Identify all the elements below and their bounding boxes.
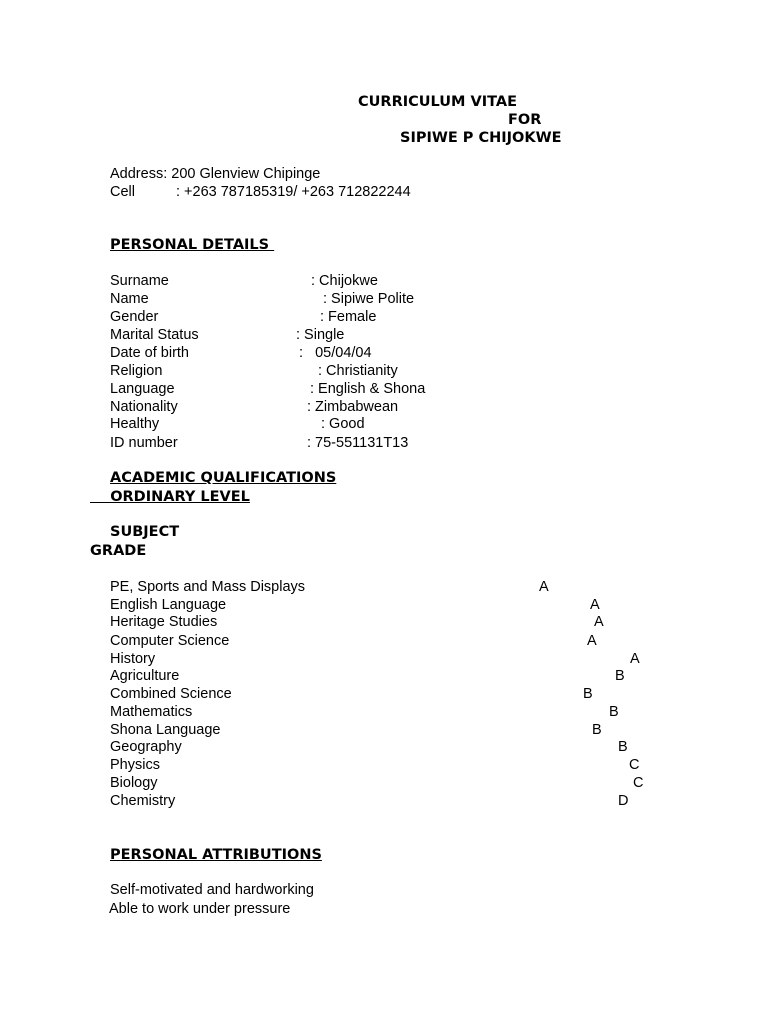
detail-value: : Zimbabwean: [307, 399, 399, 415]
detail-label: Nationality: [110, 399, 178, 415]
detail-value: : Sipiwe Polite: [323, 291, 415, 307]
detail-value: : English & Shona: [310, 381, 426, 397]
subject-name: Computer Science: [110, 633, 230, 649]
title-line-3: SIPIWE P CHIJOKWE: [400, 130, 562, 146]
subject-name: Physics: [110, 757, 160, 773]
subject-grade: C: [633, 775, 644, 791]
subject-name: Combined Science: [110, 686, 232, 702]
grade-column-header: GRADE: [90, 543, 147, 559]
personal-attributions-heading: PERSONAL ATTRIBUTIONS: [110, 847, 322, 863]
subject-grade: B: [583, 686, 593, 702]
attribution-item: Able to work under pressure: [109, 901, 291, 917]
ordinary-level-subheading: ORDINARY LEVEL: [90, 489, 250, 505]
subject-grade: A: [594, 614, 604, 630]
detail-label: Marital Status: [110, 327, 199, 343]
subject-grade: A: [590, 597, 600, 613]
subject-name: Heritage Studies: [110, 614, 218, 630]
title-line-2: FOR: [508, 112, 542, 128]
detail-label: Language: [110, 381, 175, 397]
detail-label: Healthy: [110, 416, 160, 432]
detail-value: : 75-551131T13: [307, 435, 409, 451]
subject-name: English Language: [110, 597, 227, 613]
cell-value: : +263 787185319/ +263 712822244: [176, 184, 411, 200]
subject-name: Biology: [110, 775, 158, 791]
subject-grade: A: [630, 651, 640, 667]
detail-value: : Single: [296, 327, 345, 343]
cell-label: Cell: [110, 184, 135, 200]
subject-name: History: [110, 651, 156, 667]
subject-grade: B: [615, 668, 625, 684]
title-line-1: CURRICULUM VITAE: [358, 94, 518, 110]
detail-value: : Good: [321, 416, 365, 432]
subject-name: Mathematics: [110, 704, 193, 720]
personal-details-heading: PERSONAL DETAILS: [110, 237, 275, 253]
detail-label: Gender: [110, 309, 159, 325]
detail-value: : Chijokwe: [311, 273, 378, 289]
subject-grade: B: [592, 722, 602, 738]
detail-label: Date of birth: [110, 345, 189, 361]
detail-value: : Christianity: [318, 363, 398, 379]
detail-label: Religion: [110, 363, 163, 379]
subject-column-header: SUBJECT: [110, 524, 180, 540]
subject-name: PE, Sports and Mass Displays: [110, 579, 306, 595]
detail-value: : Female: [320, 309, 377, 325]
subject-name: Chemistry: [110, 793, 176, 809]
detail-label: ID number: [110, 435, 178, 451]
subject-grade: B: [609, 704, 619, 720]
detail-label: Name: [110, 291, 149, 307]
subject-name: Geography: [110, 739, 182, 755]
subject-name: Shona Language: [110, 722, 221, 738]
subject-grade: A: [539, 579, 549, 595]
subject-grade: B: [618, 739, 628, 755]
subject-grade: D: [618, 793, 629, 809]
attribution-item: Self-motivated and hardworking: [110, 882, 314, 898]
academic-heading: ACADEMIC QUALIFICATIONS: [110, 470, 337, 486]
detail-label: Surname: [110, 273, 169, 289]
subject-grade: A: [587, 633, 597, 649]
subject-grade: C: [629, 757, 640, 773]
detail-value: : 05/04/04: [299, 345, 372, 361]
subject-name: Agriculture: [110, 668, 180, 684]
address-line: Address: 200 Glenview Chipinge: [110, 166, 321, 182]
